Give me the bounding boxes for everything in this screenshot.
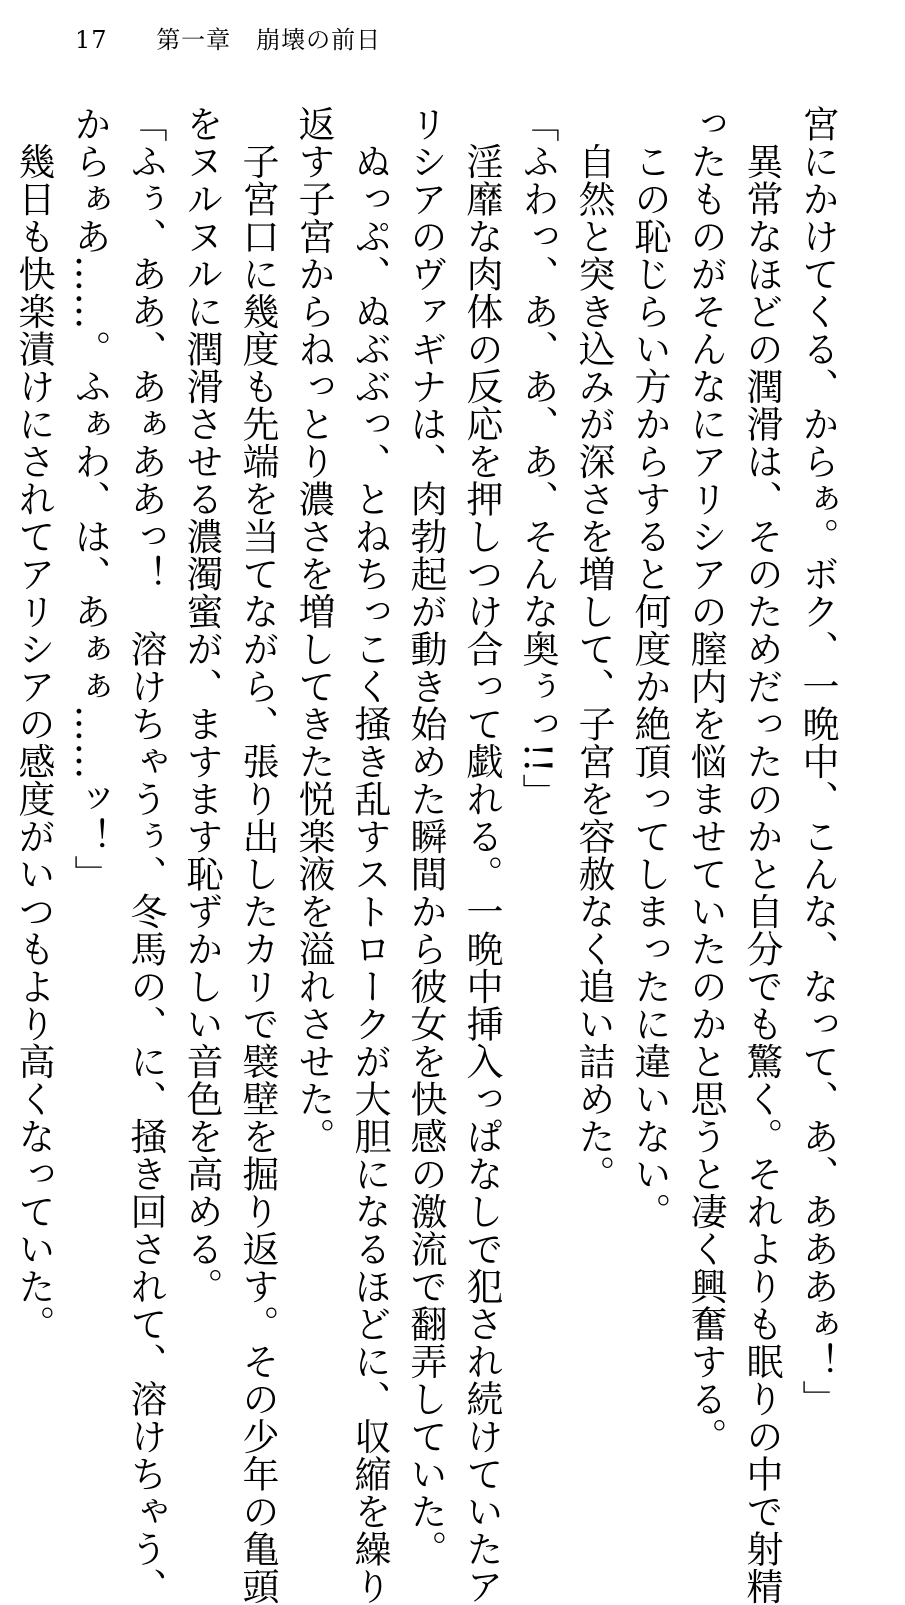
text-line: ったものがそんなにアリシアの膣内を悩ませていたのかと思うと凄く興奮する。 [684, 105, 727, 1455]
text-line: 「ふわっ、あ、あ、あ、そんな奥ぅっ!!」 [516, 105, 559, 811]
text-line: 宮にかけてくる、からぁ。ボク、一晩中、こんな、なって、あ、あああぁ！」 [796, 105, 839, 1418]
text-line: 子宮口に幾度も先端を当てながら、張り出したカリで襞壁を掘り返す。その少年の亀頭 [236, 105, 279, 1605]
text-line: ぬっぷ、ぬぶぶっ、とねちっこく掻き乱すストロークが大胆になるほどに、収縮を繰り [348, 105, 391, 1605]
text-line: 淫靡な肉体の反応を押しつけ合って戯れる。一晩中挿入っぱなしで犯され続けていたア [460, 105, 503, 1605]
text-line: この恥じらい方からすると何度か絶頂ってしまったに違いない。 [628, 105, 671, 1230]
text-line: 幾日も快楽漬けにされてアリシアの感度がいつもより高くなっていた。 [12, 105, 55, 1343]
running-header [75, 20, 381, 55]
text-line: からぁあ……。ふぁわ、は、あぁぁ……ッ！」 [68, 105, 111, 893]
text-line: をヌルヌルに潤滑させる濃濁蜜が、ますます恥ずかしい音色を高める。 [180, 105, 223, 1305]
novel-text-body [12, 105, 845, 1605]
text-line: 異常なほどの潤滑は、そのためだったのかと自分でも驚く。それよりも眠りの中で射精 [740, 105, 783, 1605]
text-line: 返す子宮からねっとり濃さを増してきた悦楽液を溢れさせた。 [292, 105, 335, 1155]
text-line [0, 105, 5, 1310]
text-line: 「ふぅ、ああ、あぁああっ！ 溶けちゃうぅ、冬馬の、に、掻き回されて、溶けちゃう、 [124, 105, 167, 1605]
text-line: リシアのヴァギナは、肉勃起が動き始めた瞬間から彼女を快感の激流で翻弄していた。 [404, 105, 447, 1568]
text-line: 自然と突き込みが深さを増して、子宮を容赦なく追い詰めた。 [572, 105, 615, 1193]
chapter-title: 第一章 崩壊の前日 [156, 26, 382, 54]
page-number: 17 [75, 26, 108, 54]
